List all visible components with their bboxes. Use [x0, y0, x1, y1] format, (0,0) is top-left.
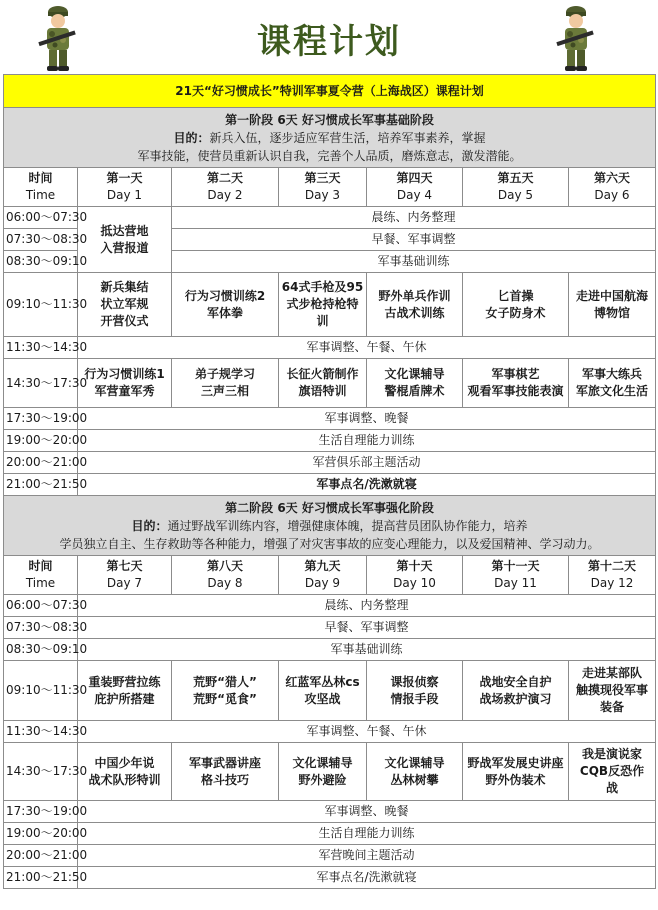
activity-span: 早餐、军事调整 [78, 617, 656, 639]
day-en: Day 4 [396, 188, 433, 202]
activity-line: 中国少年说 [94, 755, 155, 770]
activity-line: 庇护所搭建 [94, 691, 155, 706]
day-en: Day 8 [207, 576, 243, 590]
activity-line: 触摸现役军事 [576, 683, 649, 697]
activity-line: 新兵集结 [100, 280, 149, 294]
activity-span: 军营晚间主题活动 [78, 845, 656, 867]
activity-cell [569, 273, 656, 337]
table-row [4, 617, 656, 639]
table-row [4, 661, 656, 721]
activity-line: 64式手枪及95 [281, 280, 364, 294]
activity-line: 博物馆 [594, 305, 631, 320]
phase2-header-row [4, 496, 656, 556]
day-cn: 第三天 [304, 171, 341, 185]
activity-line: 长征火箭制作 [286, 367, 359, 381]
activity-cell [569, 743, 656, 801]
table-row [4, 452, 656, 474]
activity-cell [569, 359, 656, 408]
activity-line: 战地安全自护 [479, 674, 552, 689]
activity-line: 野外伪装术 [485, 772, 546, 787]
activity-cell [463, 273, 569, 337]
day-en: Day 10 [393, 576, 436, 590]
activity-span: 军事调整、午餐、午休 [78, 721, 656, 743]
time-cell: 14:30～17:30 [4, 743, 78, 801]
day-header [367, 168, 463, 207]
phase1-goal [6, 129, 653, 147]
time-cell: 17:30～19:00 [4, 801, 78, 823]
activity-line: 行为习惯训练2 [184, 288, 266, 303]
activity-span: 军营俱乐部主题活动 [78, 452, 656, 474]
activity-cell [463, 359, 569, 408]
phase2-day-header-row [4, 556, 656, 595]
activity-line: 军事武器讲座 [188, 755, 261, 770]
activity-line: 格斗技巧 [200, 772, 249, 787]
activity-line: 我是演说家 [582, 747, 643, 761]
activity-line: 军事大练兵 [582, 367, 643, 381]
phase1-goal-label: 目的： [173, 130, 210, 145]
activity-line: 丛林树攀 [390, 772, 439, 787]
activity-line: 重装野营拉练 [88, 674, 161, 689]
time-cell: 08:30～09:10 [4, 639, 78, 661]
day-en: Day 1 [106, 188, 143, 202]
day-cn: 第九天 [304, 559, 341, 573]
activity-cell [463, 661, 569, 721]
time-header-cn: 时间 [28, 171, 53, 185]
activity-line: 警棍盾牌术 [384, 384, 445, 398]
time-cell: 11:30～14:30 [4, 337, 78, 359]
activity-span: 生活自理能力训练 [78, 823, 656, 845]
table-row [4, 359, 656, 408]
activity-line: 古战术训练 [384, 305, 445, 320]
activity-line: 观看军事技能表演 [467, 384, 564, 398]
phase1-goal-line2: 军事技能，使营员重新认识自我，完善个人品质，磨炼意志，激发潜能。 [137, 148, 522, 163]
day-cn: 第十一天 [491, 559, 540, 573]
time-cell: 07:30～08:30 [4, 229, 78, 251]
time-cell: 09:10～11:30 [4, 661, 78, 721]
page-header [0, 0, 658, 74]
phase2-header [4, 496, 656, 556]
activity-cell [78, 661, 172, 721]
phase2-goal-label: 目的： [131, 518, 168, 533]
day-en: Day 2 [207, 188, 243, 202]
table-row [4, 474, 656, 496]
day-header [569, 168, 656, 207]
activity-line: 走进某部队 [582, 666, 643, 680]
activity-cell [367, 661, 463, 721]
activity-line: CQB反恐作 [579, 764, 645, 778]
time-cell: 19:00～20:00 [4, 430, 78, 452]
day-header [569, 556, 656, 595]
activity-line: 军体拳 [206, 305, 243, 320]
day-cn: 第一天 [106, 171, 143, 185]
arrival-cell [78, 207, 172, 273]
activity-line: 女子防身术 [485, 305, 546, 320]
activity-line: 军事棋艺 [491, 367, 540, 381]
table-title-row [4, 75, 656, 108]
time-cell: 19:00～20:00 [4, 823, 78, 845]
activity-cell [172, 359, 279, 408]
activity-line: 开营仪式 [100, 314, 149, 328]
activity-line: 战术队形特训 [88, 772, 161, 787]
day-cn: 第十二天 [588, 559, 637, 573]
table-row [4, 867, 656, 889]
activity-span: 军事调整、晚餐 [78, 408, 656, 430]
day-cn: 第二天 [206, 171, 243, 185]
activity-line: 弟子规学习 [194, 367, 255, 381]
activity-line: 抵达营地 [100, 223, 149, 238]
activity-line: 训 [316, 314, 329, 328]
activity-span: 生活自理能力训练 [78, 430, 656, 452]
activity-span: 军事调整、午餐、午休 [78, 337, 656, 359]
table-row [4, 408, 656, 430]
activity-cell [367, 359, 463, 408]
day-cn: 第八天 [206, 559, 243, 573]
day-header [279, 168, 367, 207]
table-row [4, 639, 656, 661]
table-row [4, 801, 656, 823]
table-row [4, 430, 656, 452]
time-cell: 20:00～21:00 [4, 452, 78, 474]
activity-line: 攻坚战 [304, 691, 341, 706]
activity-line: 军营童军秀 [94, 384, 155, 398]
phase2-goal [6, 517, 653, 535]
day-cn: 第十天 [396, 559, 433, 573]
day-cn: 第六天 [594, 171, 631, 185]
activity-cell [367, 273, 463, 337]
table-row [4, 207, 656, 229]
time-cell: 21:00～21:50 [4, 474, 78, 496]
table-row [4, 743, 656, 801]
phase1-day-header-row [4, 168, 656, 207]
activity-cell [279, 743, 367, 801]
activity-line: 状立军规 [100, 297, 149, 311]
activity-line: 三声三相 [200, 384, 249, 398]
activity-line: 野外单兵作训 [378, 288, 451, 303]
activity-line: 行为习惯训练1 [84, 367, 165, 381]
time-cell: 21:00～21:50 [4, 867, 78, 889]
table-row [4, 721, 656, 743]
day-en: Day 12 [590, 576, 634, 590]
day-header [463, 556, 569, 595]
soldier-icon [554, 3, 598, 73]
phase2-title: 第二阶段 6天 好习惯成长军事强化阶段 [225, 500, 434, 515]
activity-cell [78, 359, 172, 408]
activity-line: 情报手段 [390, 691, 439, 706]
activity-line: 装备 [600, 700, 625, 714]
activity-line: 式步枪持枪特 [286, 297, 359, 311]
activity-cell [569, 661, 656, 721]
activity-cell [172, 661, 279, 721]
activity-cell [172, 273, 279, 337]
time-header-en: Time [25, 188, 56, 202]
day-cn: 第四天 [396, 171, 433, 185]
table-row [4, 273, 656, 337]
time-cell: 06:00～07:30 [4, 207, 78, 229]
time-cell: 20:00～21:00 [4, 845, 78, 867]
time-header [4, 168, 78, 207]
activity-line: 野战军发展史讲座 [467, 755, 564, 770]
day-header [367, 556, 463, 595]
day-header [279, 556, 367, 595]
time-cell: 07:30～08:30 [4, 617, 78, 639]
day-header [78, 168, 172, 207]
time-cell: 14:30～17:30 [4, 359, 78, 408]
time-cell: 11:30～14:30 [4, 721, 78, 743]
table-row [4, 337, 656, 359]
activity-line: 荒野“觅食” [193, 691, 257, 706]
day-en: Day 9 [304, 576, 341, 590]
activity-line: 入营报道 [100, 240, 149, 255]
time-cell: 08:30～09:10 [4, 251, 78, 273]
day-header [463, 168, 569, 207]
activity-line: 文化课辅导 [384, 367, 445, 381]
schedule-table [3, 74, 656, 889]
day-en: Day 11 [494, 576, 537, 590]
activity-line: 文化课辅导 [384, 755, 445, 770]
activity-line: 匕首操 [497, 288, 534, 303]
activity-span: 晨练、内务整理 [78, 595, 656, 617]
activity-line: 野外避险 [298, 772, 347, 787]
activity-line: 军旅文化生活 [576, 384, 649, 398]
time-header-cn: 时间 [28, 559, 53, 573]
time-cell: 17:30～19:00 [4, 408, 78, 430]
phase1-header [4, 108, 656, 168]
activity-line: 战场救护演习 [479, 691, 552, 706]
activity-line: 课报侦察 [390, 674, 439, 689]
activity-span: 晨练、内务整理 [172, 207, 656, 229]
time-cell: 09:10～11:30 [4, 273, 78, 337]
activity-cell [78, 273, 172, 337]
activity-line: 旗语特训 [298, 384, 347, 398]
activity-cell [78, 743, 172, 801]
time-header [4, 556, 78, 595]
activity-cell [279, 359, 367, 408]
phase2-goal-line1: 通过野战军训练内容，增强健康体魄，提高营员团队协作能力，培养 [167, 518, 528, 533]
activity-span: 军事基础训练 [172, 251, 656, 273]
activity-line: 走进中国航海 [576, 288, 649, 303]
activity-span: 早餐、军事调整 [172, 229, 656, 251]
activity-cell [279, 273, 367, 337]
activity-line: 红蓝军丛林cs [285, 674, 360, 689]
page-title: 课程计划 [257, 22, 401, 62]
phase2-goal-line2: 学员独立自主、生存救助等各种能力，增强了对灾害事故的应变心理能力，以及爱国精神、学习动力。 [59, 536, 600, 551]
activity-span: 军事基础训练 [78, 639, 656, 661]
table-row [4, 595, 656, 617]
activity-span: 军事点名/洗漱就寝 [78, 474, 656, 496]
activity-cell [279, 661, 367, 721]
activity-cell [463, 743, 569, 801]
phase1-header-row [4, 108, 656, 168]
day-header [172, 556, 279, 595]
table-row [4, 845, 656, 867]
day-en: Day 7 [106, 576, 143, 590]
day-cn: 第五天 [497, 171, 534, 185]
activity-cell [172, 743, 279, 801]
activity-cell [367, 743, 463, 801]
day-en: Day 3 [304, 188, 341, 202]
day-en: Day 5 [497, 188, 534, 202]
day-header [78, 556, 172, 595]
table-row [4, 823, 656, 845]
day-cn: 第七天 [106, 559, 143, 573]
table-title: 21天“好习惯成长”特训军事夏令营（上海战区）课程计划 [4, 75, 656, 108]
activity-span: 军事点名/洗漱就寝 [78, 867, 656, 889]
day-header [172, 168, 279, 207]
time-header-en: Time [25, 576, 56, 590]
phase1-goal-line1: 新兵入伍，逐步适应军营生活，培养军事素养，掌握 [209, 130, 486, 145]
activity-line: 战 [606, 781, 619, 795]
day-en: Day 6 [594, 188, 630, 202]
activity-line: 荒野“猎人” [193, 674, 257, 689]
activity-line: 文化课辅导 [292, 755, 353, 770]
activity-span: 军事调整、晚餐 [78, 801, 656, 823]
phase1-title: 第一阶段 6天 好习惯成长军事基础阶段 [225, 112, 434, 127]
time-cell: 06:00～07:30 [4, 595, 78, 617]
